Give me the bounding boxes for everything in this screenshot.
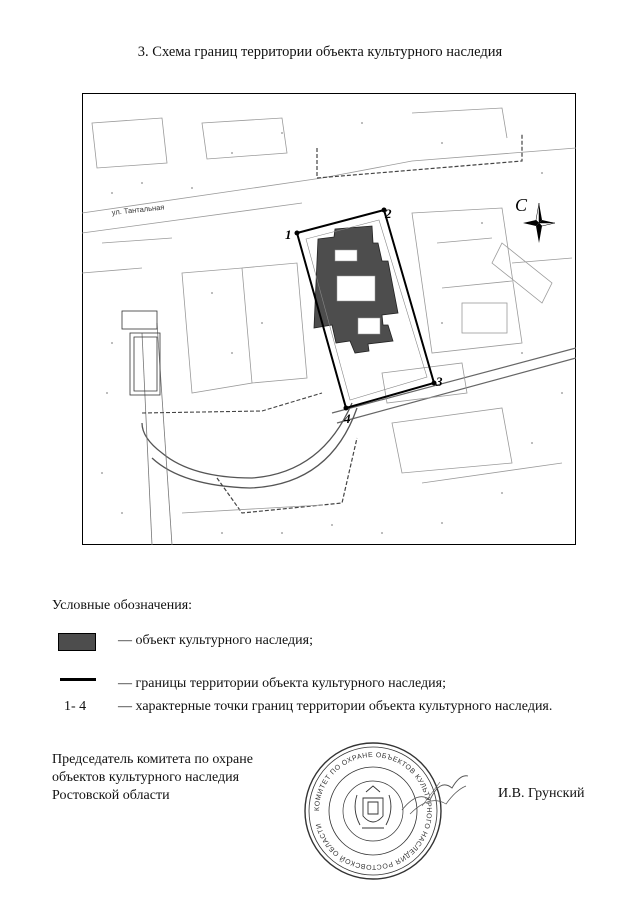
- coat-of-arms-icon: [355, 786, 391, 828]
- legend-title: Условные обозначения:: [52, 598, 193, 613]
- seal-text: КОМИТЕТ ПО ОХРАНЕ ОБЪЕКТОВ КУЛЬТУРНОГО НАСЛЕДИЯ РОСТОВСКОЙ ОБЛАСТИ: [313, 751, 433, 871]
- point-label-3: 3: [436, 374, 443, 389]
- point-label-2: 2: [385, 206, 392, 221]
- legend-object-text: — объект культурного наследия;: [118, 633, 313, 648]
- signature-title-line-3: Ростовской области: [52, 788, 170, 803]
- legend-boundary-line: [60, 678, 96, 681]
- legend-object-swatch: [58, 633, 96, 651]
- point-label-4: 4: [344, 411, 351, 426]
- signature-title-line-2: объектов культурного наследия: [52, 770, 240, 785]
- signatory-name: И.В. Грунский: [498, 786, 585, 801]
- legend-points-text: — характерные точки границ территории объекта культурного наследия.: [118, 699, 553, 714]
- legend-points-code: 1- 4: [64, 699, 87, 714]
- north-label: С: [515, 195, 528, 215]
- page-title: 3. Схема границ территории объекта культурного наследия: [137, 44, 503, 60]
- signature-title-line-1: Председатель комитета по охране: [52, 752, 253, 767]
- street-label: ул. Тантальная: [111, 202, 165, 217]
- handwritten-signature: [400, 770, 470, 820]
- legend-boundary-text: — границы территории объекта культурного наследия;: [118, 676, 446, 691]
- point-label-1: 1: [285, 227, 292, 242]
- boundary-map: [82, 93, 576, 545]
